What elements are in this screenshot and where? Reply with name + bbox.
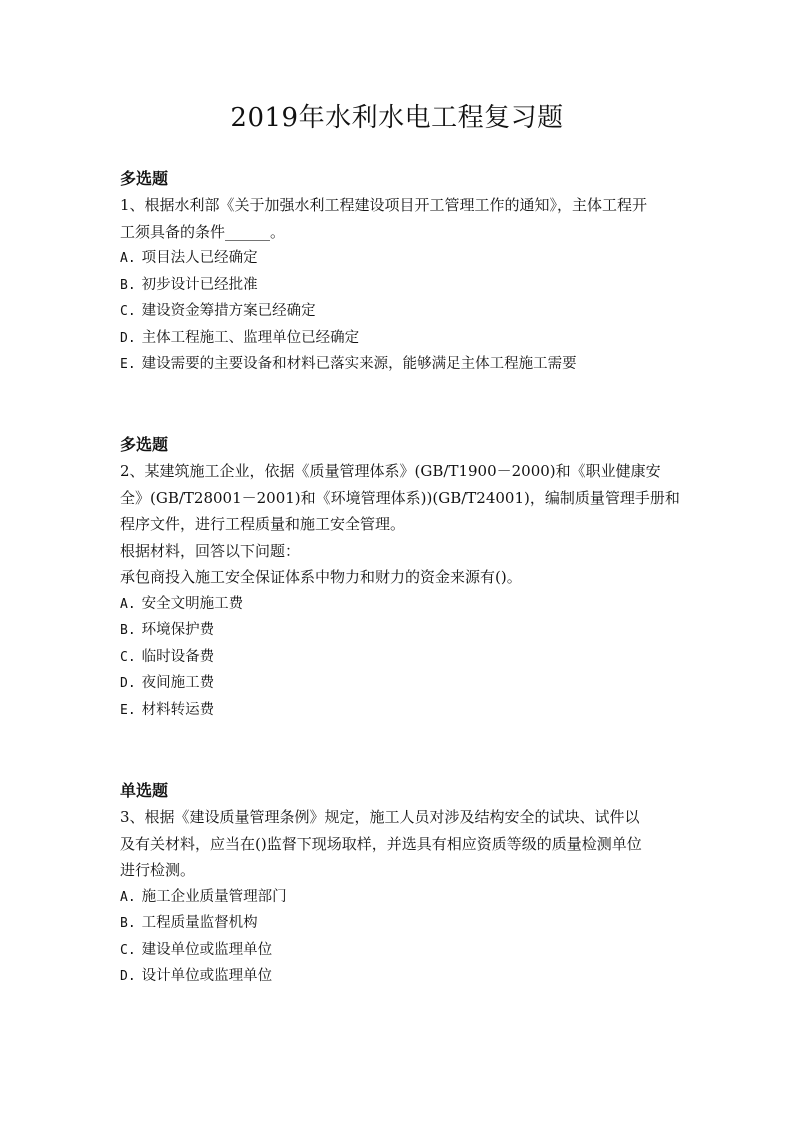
option-d bbox=[120, 325, 680, 352]
option-d bbox=[120, 670, 680, 697]
option-text: 临时设备费 bbox=[141, 648, 215, 665]
question-3 bbox=[120, 778, 680, 990]
option-text: 材料转运费 bbox=[141, 701, 215, 718]
question-stem-line: 程序文件，进行工程质量和施工安全管理。 bbox=[120, 515, 406, 533]
option-a bbox=[120, 591, 680, 618]
option-text: 初步设计已经批准 bbox=[141, 276, 258, 293]
option-text: 建设需要的主要设备和材料已落实来源，能够满足主体工程施工需要 bbox=[141, 356, 577, 372]
option-text: 安全文明施工费 bbox=[141, 595, 244, 612]
option-letter: B. bbox=[120, 916, 136, 931]
question-2 bbox=[120, 432, 680, 723]
question-stem bbox=[120, 192, 680, 245]
option-e bbox=[120, 697, 680, 724]
option-list bbox=[120, 884, 680, 990]
option-letter: C. bbox=[120, 942, 136, 958]
option-letter: A. bbox=[120, 251, 136, 266]
option-b bbox=[120, 617, 680, 644]
option-letter: C. bbox=[120, 649, 136, 665]
option-text: 工程质量监督机构 bbox=[141, 915, 258, 931]
option-letter: D. bbox=[120, 969, 136, 984]
option-c bbox=[120, 937, 680, 964]
option-list bbox=[120, 591, 680, 724]
question-type-label: 单选题 bbox=[120, 781, 169, 800]
option-letter: A. bbox=[120, 596, 136, 612]
question-stem bbox=[120, 458, 680, 591]
question-stem-line: 2、某建筑施工企业，依据《质量管理体系》(GB/T1900－2000)和《职业健康安 bbox=[120, 462, 661, 480]
option-text: 设计单位或监理单位 bbox=[141, 968, 273, 984]
option-letter: E. bbox=[120, 357, 136, 372]
option-text: 施工企业质量管理部门 bbox=[141, 888, 287, 905]
question-stem-line: 承包商投入施工安全保证体系中物力和财力的资金来源有()。 bbox=[120, 568, 522, 586]
option-letter: B. bbox=[120, 623, 136, 638]
option-b bbox=[120, 272, 680, 299]
question-stem-line: 全》(GB/T28001－2001)和《环境管理体系))(GB/T24001)，编制质量管理手册和 bbox=[120, 488, 680, 507]
option-letter: C. bbox=[120, 304, 136, 319]
option-c bbox=[120, 644, 680, 671]
document-title: 2019年水利水电工程复习题 bbox=[230, 103, 564, 133]
option-letter: A. bbox=[120, 889, 136, 905]
question-stem-line: 1、根据水利部《关于加强水利工程建设项目开工管理工作的通知》，主体工程开 bbox=[120, 196, 648, 214]
option-a bbox=[120, 245, 680, 272]
option-list bbox=[120, 245, 680, 378]
question-stem-line: 3、根据《建设质量管理条例》规定，施工人员对涉及结构安全的试块、试件以 bbox=[120, 808, 640, 826]
option-a bbox=[120, 884, 680, 911]
question-1 bbox=[120, 166, 680, 378]
question-stem-line: 根据材料，回答以下问题： bbox=[120, 541, 301, 560]
option-text: 环境保护费 bbox=[141, 622, 215, 638]
option-d bbox=[120, 963, 680, 990]
option-c bbox=[120, 298, 680, 325]
option-b bbox=[120, 910, 680, 937]
question-stem-line: 进行检测。 bbox=[120, 861, 196, 879]
question-stem-line: 及有关材料，应当在()监督下现场取样，并选具有相应资质等级的质量检测单位 bbox=[120, 834, 642, 853]
question-type-label: 多选题 bbox=[120, 169, 169, 188]
option-letter: B. bbox=[120, 277, 136, 293]
question-type-label: 多选题 bbox=[120, 435, 169, 454]
option-letter: D. bbox=[120, 676, 136, 691]
question-stem-line: 工须具备的条件______。 bbox=[120, 222, 286, 241]
option-e bbox=[120, 351, 680, 378]
option-text: 建设资金筹措方案已经确定 bbox=[141, 303, 316, 319]
option-letter: E. bbox=[120, 702, 136, 718]
option-text: 夜间施工费 bbox=[141, 675, 215, 691]
option-text: 建设单位或监理单位 bbox=[141, 941, 273, 958]
option-text: 主体工程施工、监理单位已经确定 bbox=[141, 329, 360, 346]
question-stem bbox=[120, 804, 680, 884]
option-text: 项目法人已经确定 bbox=[141, 250, 258, 266]
option-letter: D. bbox=[120, 330, 136, 346]
